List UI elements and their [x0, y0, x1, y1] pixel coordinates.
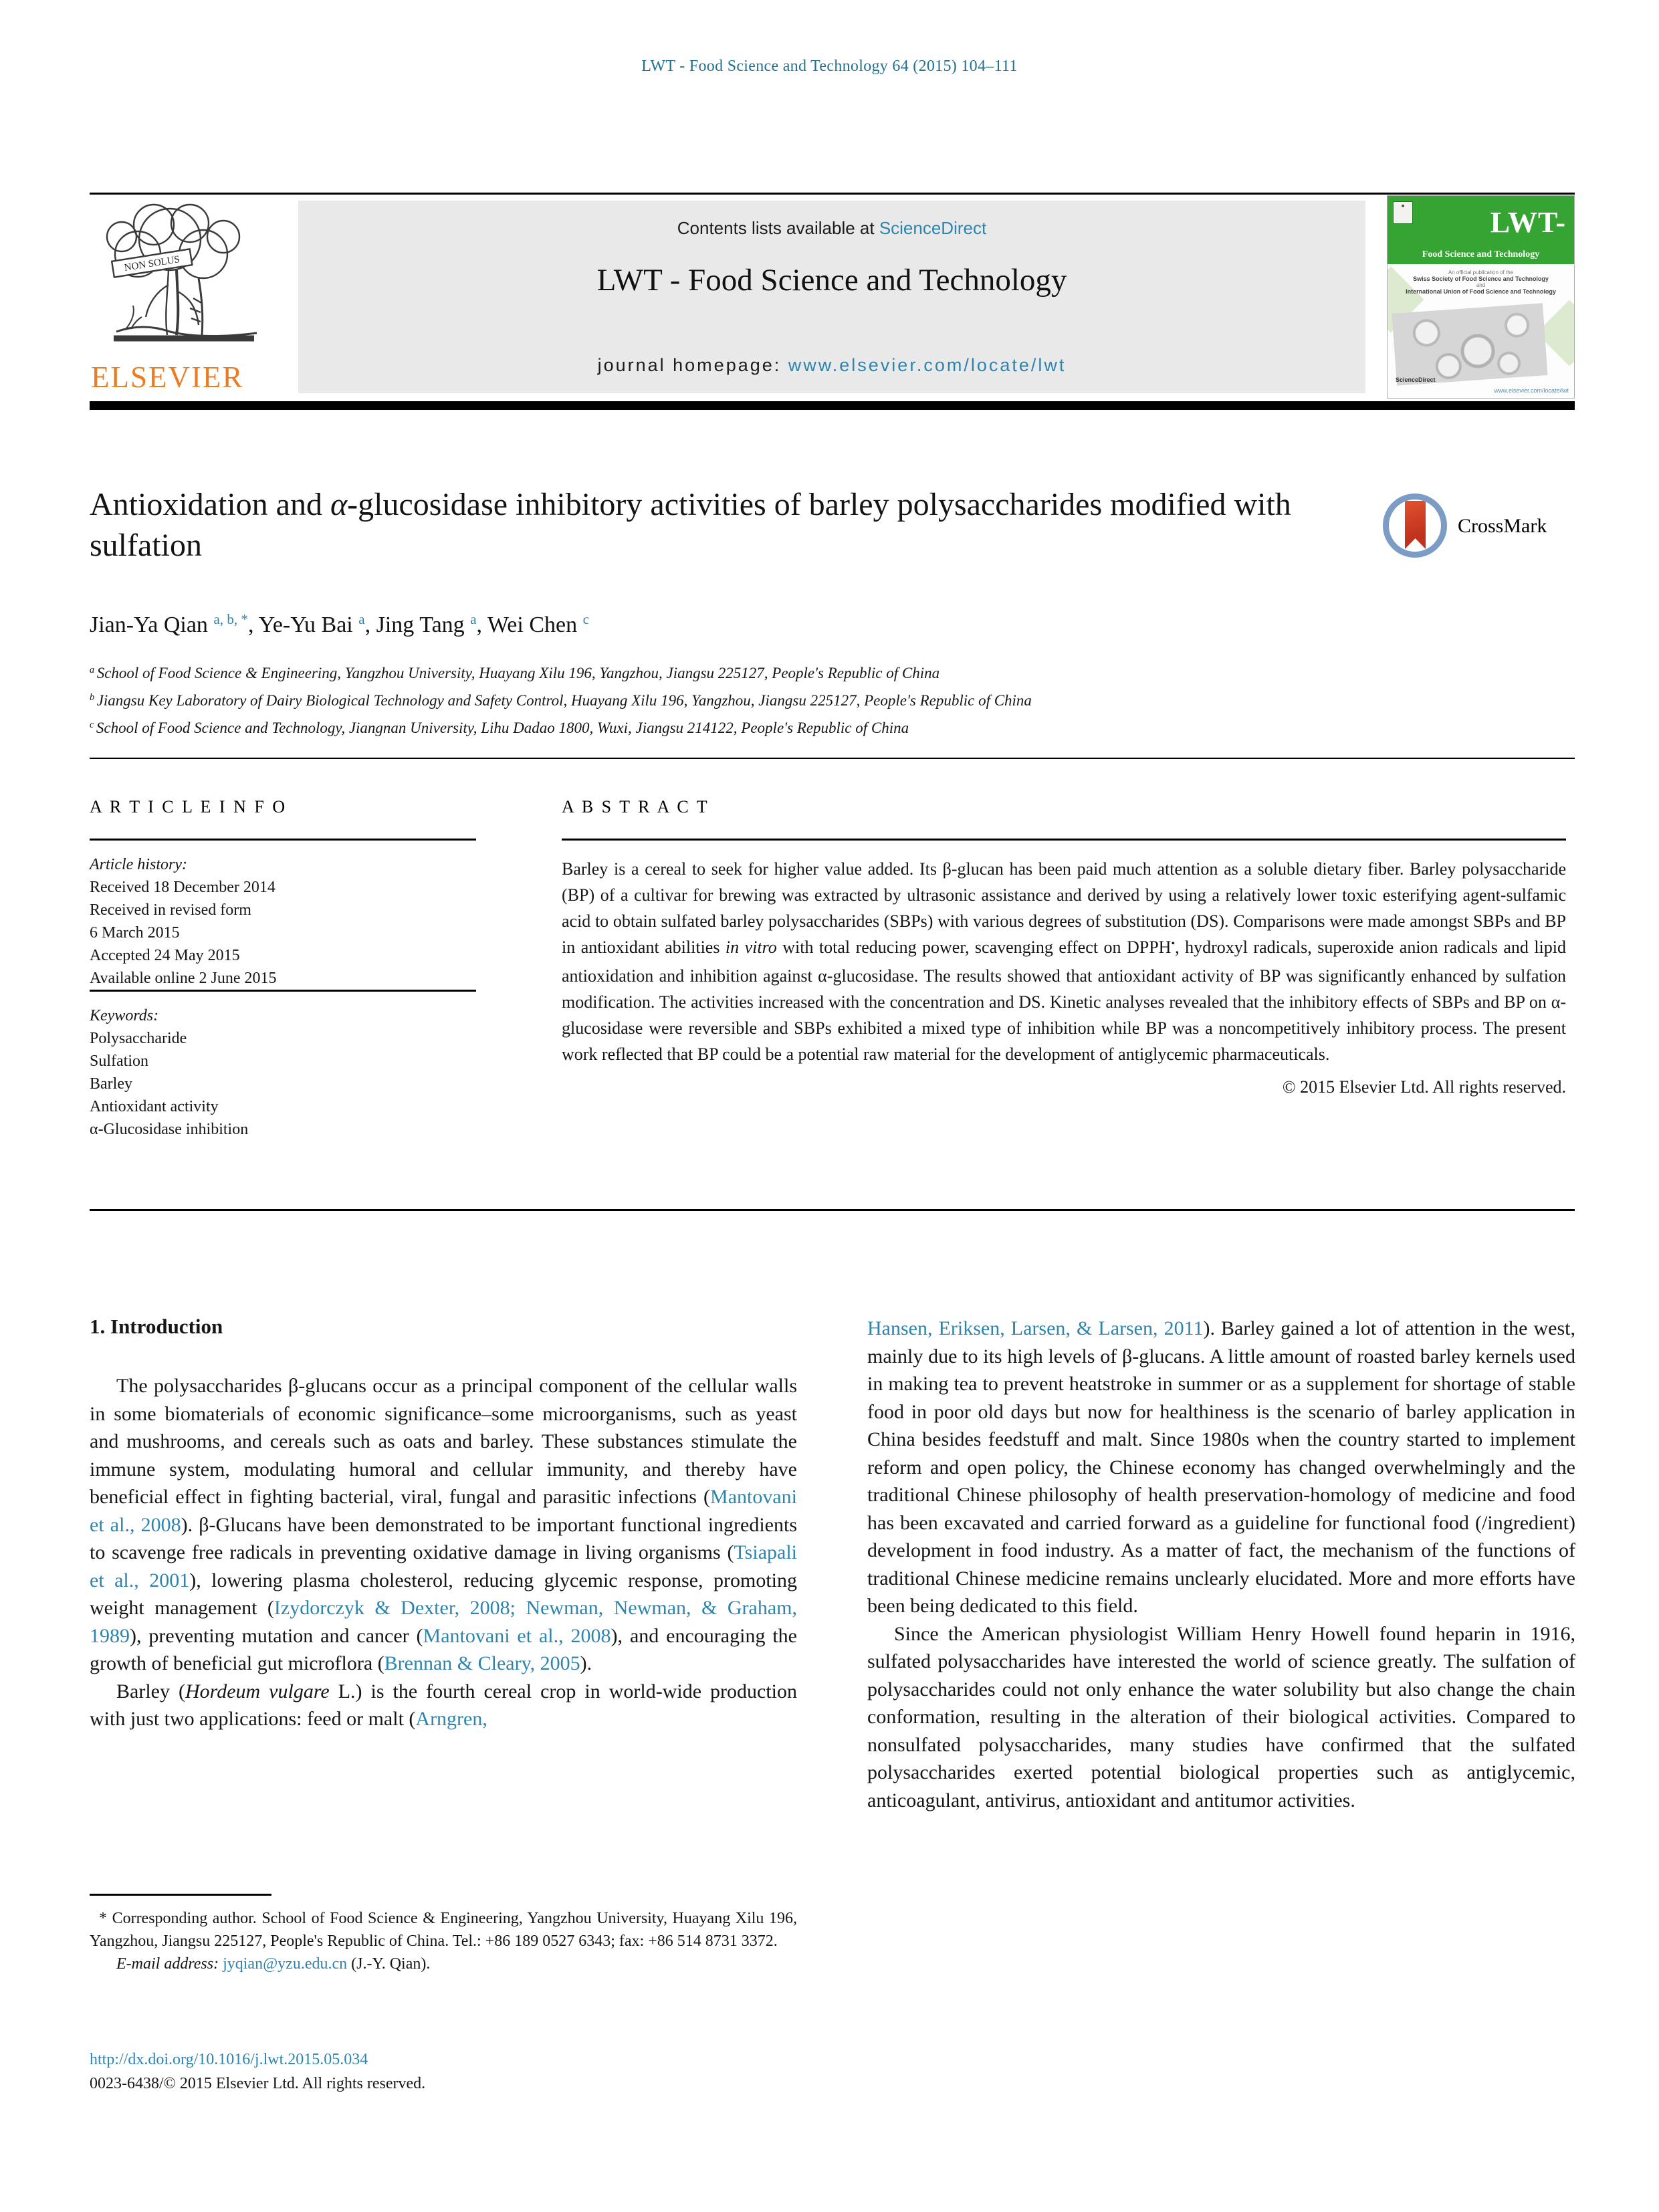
text-segment: ).: [580, 1652, 592, 1674]
contents-prefix: Contents lists available at: [677, 218, 879, 238]
text-segment: E-mail address:: [116, 1955, 219, 1973]
text-segment: Antioxidation and: [90, 487, 330, 522]
text-segment: -glucosidase inhibitory activities of barley polysaccharides modified with sulfation: [90, 487, 1291, 563]
text-segment: Jian-Ya Qian: [90, 613, 214, 637]
article-info-heading: A R T I C L E I N F O: [90, 797, 288, 816]
intro-paragraph: [90, 1678, 797, 1733]
citation-link[interactable]: a, b, *: [213, 611, 248, 628]
text-segment: b: [90, 692, 97, 703]
affiliation-b: [90, 688, 1494, 715]
history-line: Received 18 December 2014: [90, 879, 275, 896]
header-thick-rule: [90, 401, 1575, 410]
cover-sciencedirect: ScienceDirect: [1396, 376, 1436, 383]
text-segment: ), lowering plasma cholesterol, reducing glycemic response, promoting weight management (: [90, 1569, 797, 1619]
crossmark-icon: [1383, 493, 1447, 558]
history-line: Accepted 24 May 2015: [90, 947, 240, 964]
cover-society-lines: [1388, 264, 1574, 295]
text-segment: Barley is a cereal to seek for higher value added. Its β-glucan has been paid much attention as a soluble dietary fiber. Barley polysaccharide (BP) of a cultivar for brewing was extracted by ultrasonic assistance and derived by using a relatively lower toxic esterifying agent-sulfamic acid to obtain sulfated barley polysaccharides (SBPs) with various degrees of substitution (DS). Comparisons were made amongst SBPs and BP in antioxidant abilities: [562, 859, 1566, 957]
text-segment: The polysaccharides β-glucans occur as a principal component of the cellular walls in some biomaterials of economic significance–some microorganisms, such as yeast and mushrooms, and cereals such as oats and barley. These substances stimulate the immune system, modulating humoral and cellular immunity, and thereby have beneficial effect in fighting bacterial, viral, fungal and parasitic infections (: [90, 1375, 797, 1508]
crossmark-label: CrossMark: [1458, 515, 1547, 537]
citation-link[interactable]: Brennan & Cleary, 2005: [384, 1652, 580, 1674]
author-list: [90, 613, 1360, 638]
history-line: Available online 2 June 2015: [90, 970, 277, 987]
text-segment: Hordeum vulgare: [185, 1680, 330, 1702]
contents-line: [298, 218, 1365, 239]
cover-elsevier-mini-logo: ♣: [1393, 201, 1413, 224]
homepage-line: [298, 355, 1365, 376]
history-line: 6 March 2015: [90, 924, 180, 942]
elsevier-wordmark: ELSEVIER: [91, 360, 244, 394]
keyword: α-Glucosidase inhibition: [90, 1121, 249, 1138]
journal-cover-thumbnail[interactable]: [1387, 195, 1575, 399]
journal-header: [90, 193, 1575, 401]
text-segment: •: [1171, 938, 1176, 950]
text-segment: (J.-Y. Qian).: [347, 1955, 431, 1973]
introduction-heading: 1. Introduction: [90, 1315, 223, 1338]
body-column-left: [90, 1372, 797, 1733]
citation-link[interactable]: c: [582, 611, 589, 628]
cover-url: www.elsevier.com/locate/lwt: [1494, 387, 1569, 394]
intro-paragraph: [90, 1372, 797, 1678]
citation-link[interactable]: Hansen, Eriksen, Larsen, & Larsen, 2011: [867, 1317, 1204, 1339]
article-title: [90, 484, 1347, 566]
elsevier-tree-logo: [90, 198, 284, 365]
footer-block: [90, 2048, 892, 2096]
history-line: Received in revised form: [90, 901, 251, 919]
sciencedirect-link[interactable]: ScienceDirect: [879, 218, 987, 238]
citation-link[interactable]: jyqian@yzu.edu.cn: [223, 1955, 348, 1973]
text-segment: * Corresponding author. School of Food Science & Engineering, Yangzhou University, Huayang Xilu 196, Yangzhou, Jiangsu 225127, People's Republic of China. Tel.: +86 189 0527 6343; fax: +86 514 8731 3372.: [90, 1910, 797, 1950]
article-history-block: [90, 853, 476, 990]
text-segment: ). Barley gained a lot of attention in the west, mainly due to its high levels of β-glucans. A little amount of roasted barley kernels used in making tea to prevent heatstroke in summer or as a supplement for shortage of stable food in poor old days but now for healthiness is the scenario of barley application in China besides feedstuff and malt. Since 1980s when the country started to implement reform and open policy, the Chinese economy has changed overwhelmingly and the traditional Chinese philosophy of health preservation-homology of medicine and food has been excavated and carried forward as a guideline for functional food (/ingredient) development in food industry. As a matter of fact, the mechanism of the functions of traditional Chinese medicine remains unclearly elucidated. More and more efforts have been being dedicated to this field.: [867, 1317, 1576, 1617]
citation-link[interactable]: Mantovani et al., 2008: [90, 1486, 797, 1536]
abstract-heading: A B S T R A C T: [562, 797, 709, 816]
citation-link[interactable]: Tsiapali et al., 2001: [90, 1541, 797, 1591]
journal-banner: [298, 201, 1365, 393]
text-segment: , Jing Tang: [364, 613, 471, 637]
citation-link[interactable]: a: [358, 611, 365, 628]
cover-pub-line: Swiss Society of Food Science and Technology: [1413, 275, 1549, 282]
email-note: [90, 1953, 797, 1975]
homepage-prefix: journal homepage:: [597, 355, 788, 375]
text-segment: with total reducing power, scavenging effect on DPPH: [776, 937, 1172, 957]
text-segment: ). β-Glucans have been demonstrated to be important functional ingredients to scavenge free radicals in preventing oxidative damage in living organisms (: [90, 1513, 797, 1563]
affiliation-c: [90, 715, 1494, 743]
homepage-link[interactable]: www.elsevier.com/locate/lwt: [788, 355, 1067, 375]
issn-copyright-line: 0023-6438/© 2015 Elsevier Ltd. All rights reserved.: [90, 2075, 426, 2092]
cover-subtitle: Food Science and Technology: [1422, 249, 1540, 259]
footnote-block: [90, 1907, 797, 1975]
text-segment: Jiangsu Key Laboratory of Dairy Biological Technology and Safety Control, Huayang Xilu 196, Yangzhou, Jiangsu 225127, People's Republic of China: [96, 692, 1032, 709]
copyright-line: © 2015 Elsevier Ltd. All rights reserved.: [1282, 1077, 1566, 1097]
abstract-text: [562, 856, 1566, 1067]
text-segment: α: [330, 487, 348, 522]
keyword: Sulfation: [90, 1053, 148, 1070]
section-divider-rule: [90, 1209, 1575, 1211]
affiliations: [90, 661, 1494, 743]
text-segment: L.) is the fourth cereal crop in world-wide production with just two applications: feed or malt (: [90, 1680, 797, 1730]
cover-pub-line: International Union of Food Science and Technology: [1406, 288, 1556, 295]
cover-pub-line: An official publication of the: [1448, 269, 1514, 275]
journal-title: LWT - Food Science and Technology: [596, 263, 1067, 298]
elsevier-logo[interactable]: [90, 198, 290, 399]
text-segment: c: [90, 720, 96, 731]
corresponding-author-note: [90, 1907, 797, 1953]
crossmark-badge[interactable]: [1383, 493, 1583, 567]
affiliation-a: [90, 661, 1494, 688]
running-head-citation: LWT - Food Science and Technology 64 (2015) 104–111: [641, 58, 1018, 75]
text-segment: , hydroxyl radicals, superoxide anion radicals and lipid antioxidation and inhibition against α-glucosidase. The results showed that antioxidant activity of BP was significantly enhanced by sulfation modification. The activities increased with the concentration and DS. Kinetic analyses revealed that the inhibitory effects of SBPs and BP on α-glucosidase were reversible and SBPs exhibited a mixed type of inhibition while BP was a noncompetitively inhibitory process. The present work reflected that BP could be a potential raw material for the development of antiglycemic pharmaceuticals.: [562, 937, 1567, 1064]
citation-link[interactable]: Mantovani et al., 2008: [423, 1624, 611, 1647]
article-info-rule: [90, 839, 476, 841]
cover-food-photo: [1392, 303, 1548, 386]
text-segment: a: [90, 665, 97, 676]
text-segment: Barley (: [116, 1680, 185, 1702]
abstract-rule: [562, 839, 1566, 841]
body-column-right: [867, 1315, 1575, 1814]
text-segment: , Ye-Yu Bai: [247, 613, 359, 637]
keyword: Antioxidant activity: [90, 1098, 219, 1115]
cover-lwt-title: LWT-: [1490, 206, 1566, 239]
keywords-block: [90, 1004, 476, 1141]
keywords-label: Keywords:: [90, 1007, 159, 1024]
keyword: Polysaccharide: [90, 1030, 187, 1047]
footnote-rule: [90, 1894, 271, 1896]
keywords-rule: [90, 990, 476, 992]
crossmark-ribbon-icon: [1405, 501, 1426, 549]
cover-pub-line: and: [1476, 282, 1486, 288]
text-segment: ), preventing mutation and cancer (: [130, 1624, 423, 1647]
text-segment: , Wei Chen: [476, 613, 583, 637]
cover-green-band: [1388, 196, 1574, 264]
citation-link[interactable]: Izydorczyk & Dexter, 2008; Newman, Newman, & Graham, 1989: [90, 1597, 797, 1647]
text-segment: School of Food Science and Technology, Jiangnan University, Lihu Dadao 1800, Wuxi, Jiangsu 214122, People's Republic of China: [96, 720, 909, 736]
keyword: Barley: [90, 1075, 132, 1093]
citation-link[interactable]: Arngren,: [415, 1708, 487, 1730]
history-label: Article history:: [90, 856, 187, 873]
text-segment: in vitro: [725, 937, 777, 957]
intro-paragraph: [867, 1620, 1575, 1815]
text-segment: Since the American physiologist William Henry Howell found heparin in 1916, sulfated polysaccharides have interested the world of science greatly. The sulfation of polysaccharides could not only enhance the water solubility but also change the chain conformation, resulting in the alteration of their biological activities. Compared to nonsulfated polysaccharides, many studies have confirmed that the sulfated polysaccharides exerted potential biological properties such as antiglycemic, anticoagulant, antivirus, antioxidant and antitumor activities.: [867, 1622, 1575, 1811]
doi-link[interactable]: http://dx.doi.org/10.1016/j.lwt.2015.05.034: [90, 2051, 368, 2068]
non-solus-banner: NON SOLUS: [123, 254, 181, 273]
abstract-body: [562, 856, 1566, 1100]
divider-rule: [90, 758, 1575, 759]
intro-paragraph: [867, 1315, 1575, 1620]
text-segment: School of Food Science & Engineering, Yangzhou University, Huayang Xilu 196, Yangzhou, Jiangsu 225127, People's Republic of China: [96, 665, 940, 681]
citation-link[interactable]: a: [470, 611, 477, 628]
text-segment: ), and encouraging the growth of beneficial gut microflora (: [90, 1624, 797, 1674]
header-top-rule: [90, 193, 1575, 195]
